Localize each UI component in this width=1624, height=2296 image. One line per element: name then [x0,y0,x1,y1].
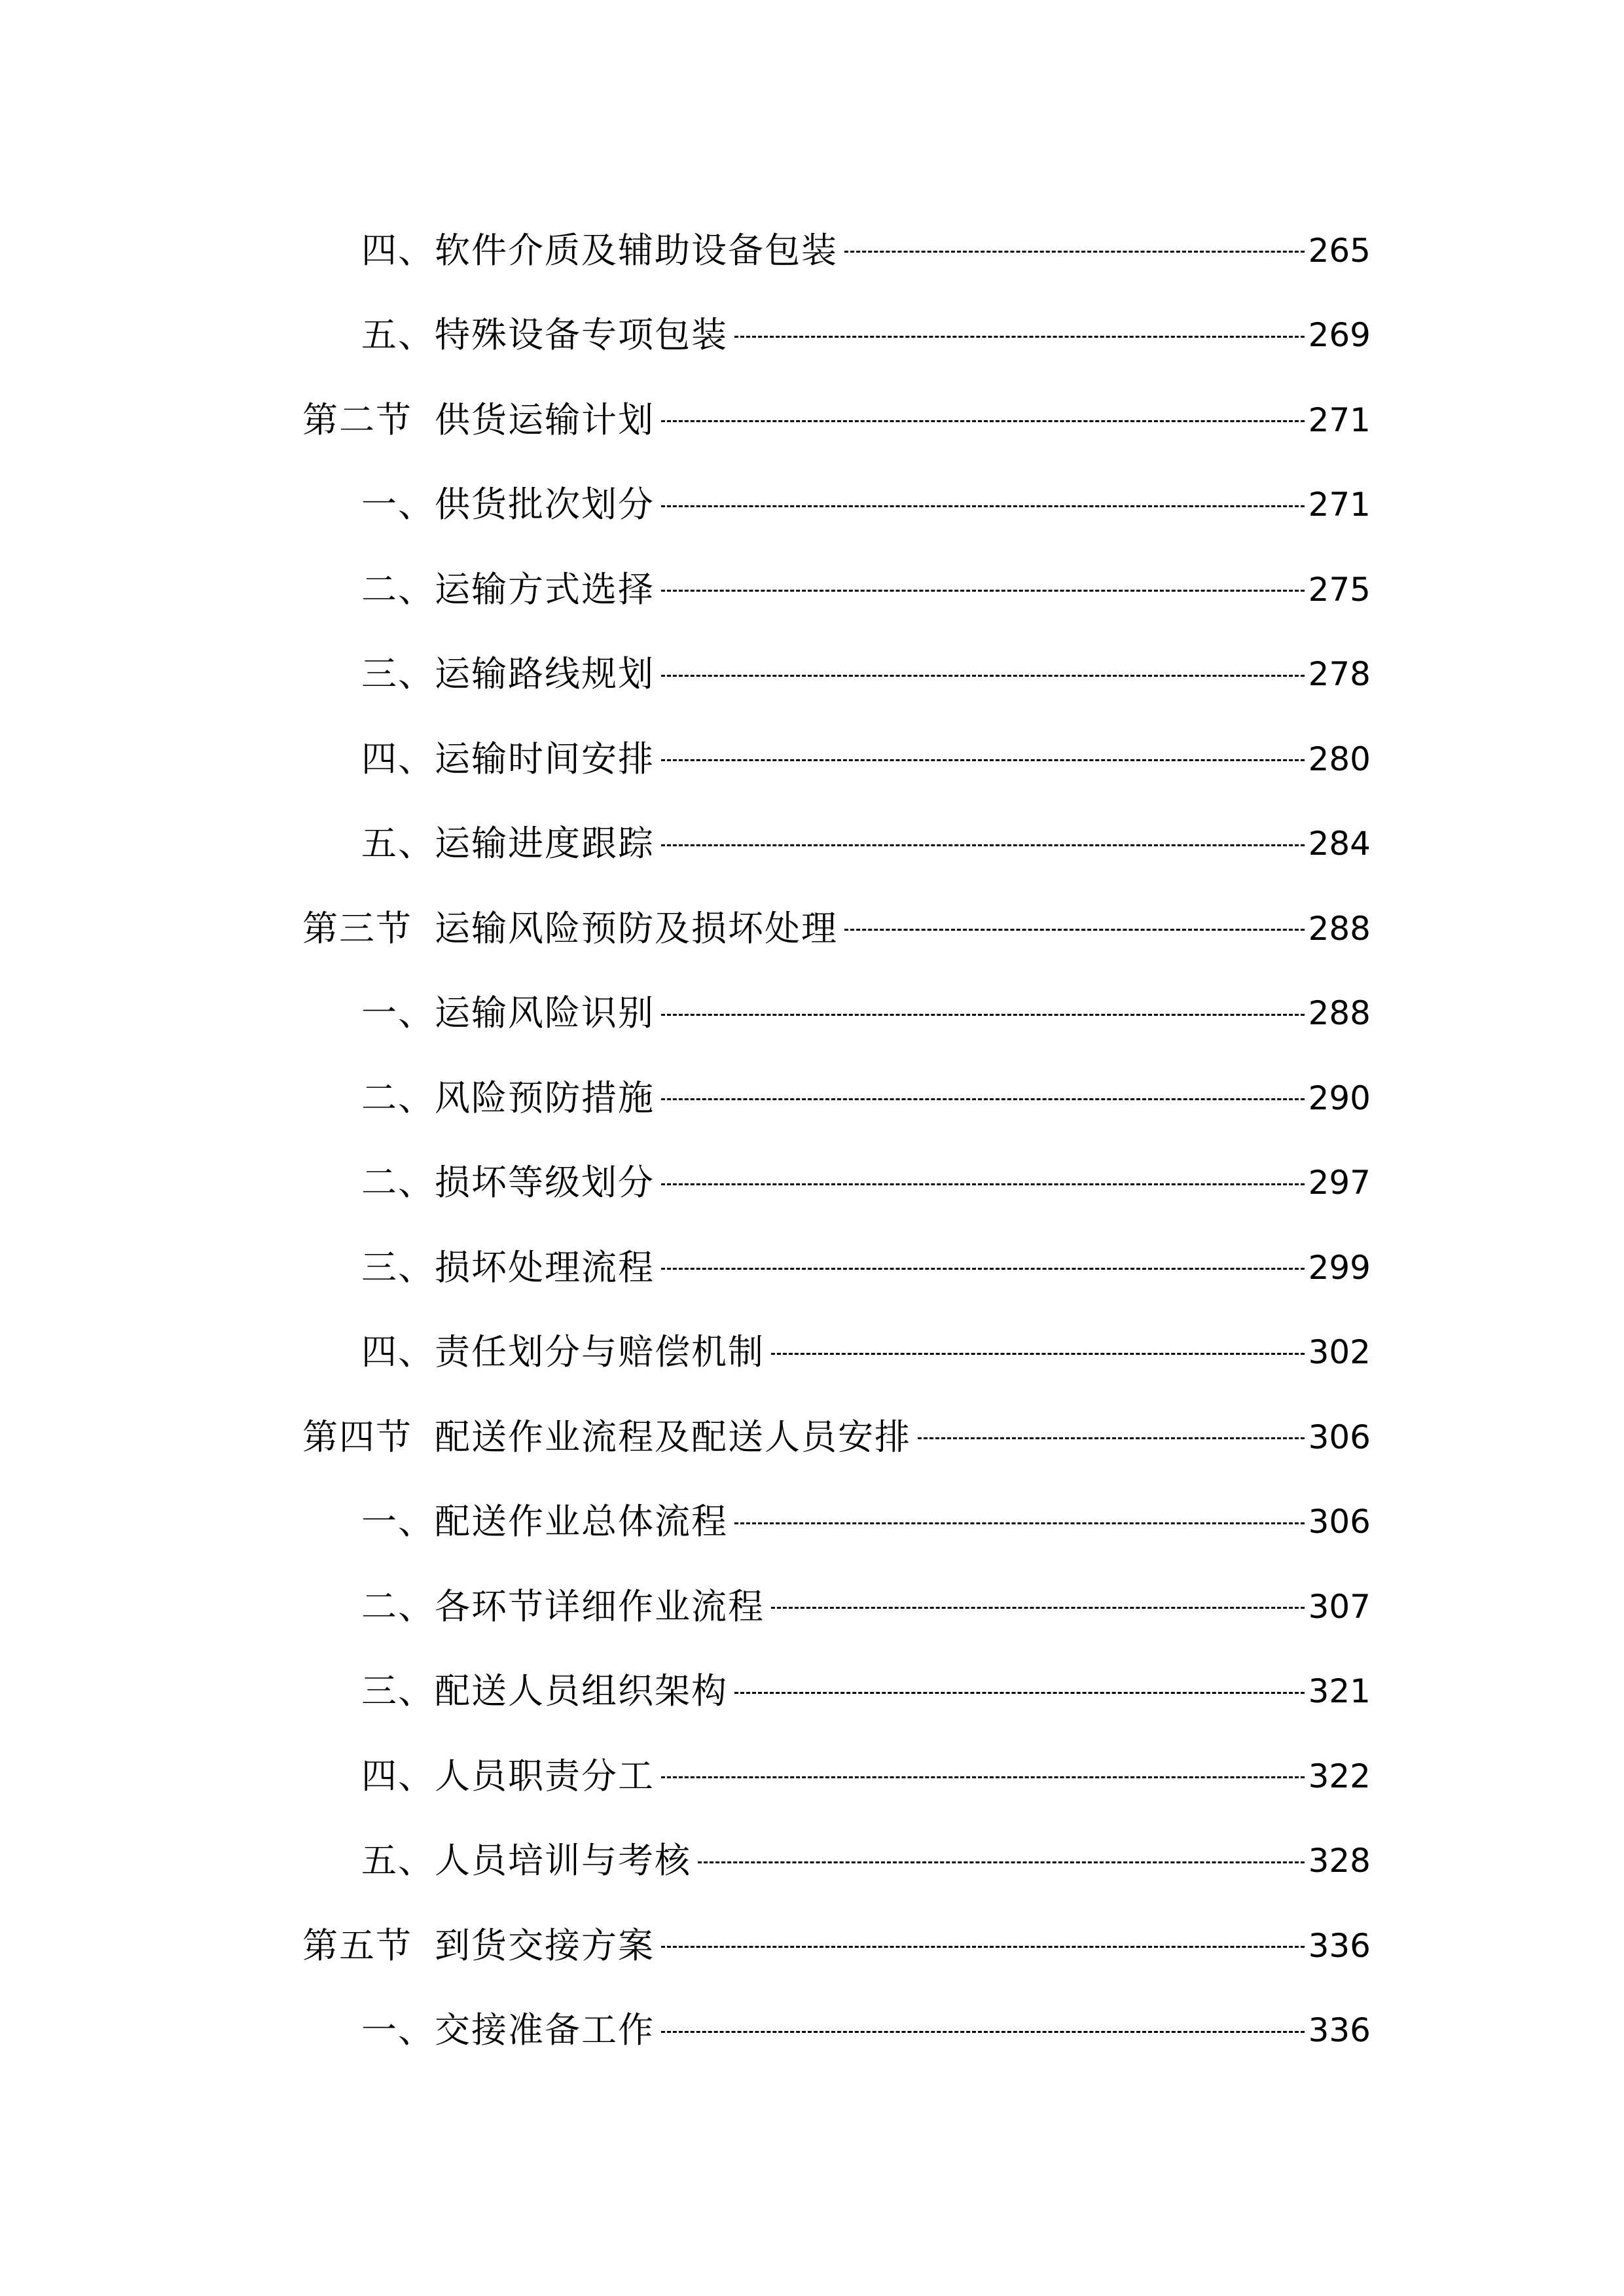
toc-entry-text: 三、配送人员组织架构 [361,1670,728,1712]
toc-page-number: 280 [1308,740,1371,778]
toc-entry-text: 到货交接方案 [435,1924,655,1966]
toc-entry-title [361,992,655,1034]
toc-entry-title [361,229,838,271]
toc-dot-leader [661,1946,1305,1948]
toc-entry-text: 运输风险预防及损坏处理 [435,907,838,949]
toc-section-number: 第四节 [302,1416,412,1458]
toc-entry-text: 二、各环节详细作业流程 [361,1585,765,1627]
toc-dot-leader [771,1353,1305,1355]
toc-entry-title [361,1585,765,1627]
toc-entry-title [361,738,655,780]
toc-entry-text: 四、责任划分与赔偿机制 [361,1331,765,1373]
toc-subsection-entry[interactable] [302,1988,1371,2073]
toc-entry-title [361,1840,691,1882]
toc-entry-title [361,1501,728,1543]
toc-page-number: 336 [1308,1926,1371,1965]
toc-entry-text: 五、运输进度跟踪 [361,823,655,865]
toc-entry-title [361,1162,655,1204]
toc-dot-leader [661,759,1305,761]
toc-dot-leader [661,1183,1305,1185]
toc-subsection-entry[interactable] [302,208,1371,293]
toc-entry-title [361,1331,765,1373]
toc-subsection-entry[interactable] [302,1310,1371,1395]
toc-dot-leader [698,1861,1305,1863]
toc-page-number: 336 [1308,2011,1371,2050]
toc-subsection-entry[interactable] [302,463,1371,548]
toc-page-number: 269 [1308,316,1371,355]
toc-entry-title [361,568,655,610]
toc-dot-leader [734,336,1305,338]
toc-page-number: 271 [1308,486,1371,524]
toc-page-number: 265 [1308,231,1371,270]
toc-page-number: 321 [1308,1672,1371,1711]
toc-subsection-entry[interactable] [302,1819,1371,1904]
toc-subsection-entry[interactable] [302,1480,1371,1565]
toc-section-entry[interactable] [302,1395,1371,1480]
toc-section-number: 第三节 [302,907,412,949]
toc-entry-title [361,484,655,526]
toc-subsection-entry[interactable] [302,802,1371,887]
toc-page-number: 306 [1308,1503,1371,1541]
toc-page-number: 275 [1308,570,1371,609]
toc-entry-title [302,1924,655,1966]
toc-page-number: 288 [1308,909,1371,948]
toc-page-number: 306 [1308,1418,1371,1456]
toc-subsection-entry[interactable] [302,1056,1371,1141]
toc-entry-text: 三、运输路线规划 [361,653,655,695]
toc-entry-text: 供货运输计划 [435,399,655,440]
toc-entry-text: 一、供货批次划分 [361,484,655,526]
toc-dot-leader [661,844,1305,846]
toc-dot-leader [661,1014,1305,1016]
toc-page-number: 307 [1308,1587,1371,1626]
toc-entry-title [302,399,655,440]
toc-page-number: 278 [1308,655,1371,694]
toc-entry-title [302,907,838,949]
table-of-contents [302,208,1371,2073]
toc-dot-leader [844,929,1305,931]
toc-entry-text: 五、特殊设备专项包装 [361,314,728,356]
toc-entry-title [361,2009,655,2051]
toc-section-entry[interactable] [302,886,1371,971]
toc-entry-title [302,1416,911,1458]
toc-entry-text: 二、损坏等级划分 [361,1162,655,1204]
toc-dot-leader [918,1437,1305,1439]
toc-entry-text: 三、损坏处理流程 [361,1246,655,1288]
toc-subsection-entry[interactable] [302,632,1371,717]
toc-dot-leader [661,675,1305,677]
toc-section-number: 第五节 [302,1924,412,1966]
toc-dot-leader [734,1522,1305,1524]
toc-entry-text: 四、运输时间安排 [361,738,655,780]
toc-subsection-entry[interactable] [302,971,1371,1056]
toc-page-number: 271 [1308,401,1371,439]
toc-dot-leader [661,505,1305,507]
toc-page-number: 288 [1308,994,1371,1033]
toc-page-number: 302 [1308,1333,1371,1372]
toc-entry-title [361,823,655,865]
toc-subsection-entry[interactable] [302,547,1371,632]
toc-page-number: 297 [1308,1164,1371,1202]
toc-dot-leader [771,1607,1305,1609]
toc-entry-text: 四、软件介质及辅助设备包装 [361,229,838,271]
toc-entry-title [361,1755,655,1797]
toc-entry-text: 一、交接准备工作 [361,2009,655,2051]
toc-subsection-entry[interactable] [302,293,1371,378]
toc-page-number: 328 [1308,1842,1371,1880]
toc-dot-leader [661,1098,1305,1100]
toc-dot-leader [661,1776,1305,1778]
toc-page-number: 322 [1308,1757,1371,1795]
toc-subsection-entry[interactable] [302,1564,1371,1649]
toc-dot-leader [734,1692,1305,1694]
toc-entry-text: 配送作业流程及配送人员安排 [435,1416,911,1458]
toc-dot-leader [661,590,1305,592]
toc-dot-leader [844,251,1305,253]
toc-entry-text: 四、人员职责分工 [361,1755,655,1797]
toc-entry-text: 五、人员培训与考核 [361,1840,691,1882]
toc-section-number: 第二节 [302,399,412,440]
toc-section-entry[interactable] [302,1903,1371,1988]
toc-dot-leader [661,2031,1305,2033]
toc-entry-title [361,653,655,695]
toc-dot-leader [661,420,1305,422]
toc-subsection-entry[interactable] [302,717,1371,802]
toc-page-number: 299 [1308,1248,1371,1287]
toc-subsection-entry[interactable] [302,1734,1371,1819]
toc-entry-text: 二、运输方式选择 [361,568,655,610]
toc-entry-text: 二、风险预防措施 [361,1077,655,1119]
toc-entry-title [361,1077,655,1119]
toc-subsection-entry[interactable] [302,1225,1371,1310]
toc-entry-text: 一、配送作业总体流程 [361,1501,728,1543]
toc-entry-text: 一、运输风险识别 [361,992,655,1034]
toc-subsection-entry[interactable] [302,1649,1371,1734]
toc-section-entry[interactable] [302,378,1371,463]
toc-page-number: 290 [1308,1079,1371,1117]
toc-page-number: 284 [1308,825,1371,863]
toc-entry-title [361,1246,655,1288]
toc-entry-title [361,314,728,356]
toc-dot-leader [661,1268,1305,1270]
toc-entry-title [361,1670,728,1712]
toc-subsection-entry[interactable] [302,1141,1371,1226]
